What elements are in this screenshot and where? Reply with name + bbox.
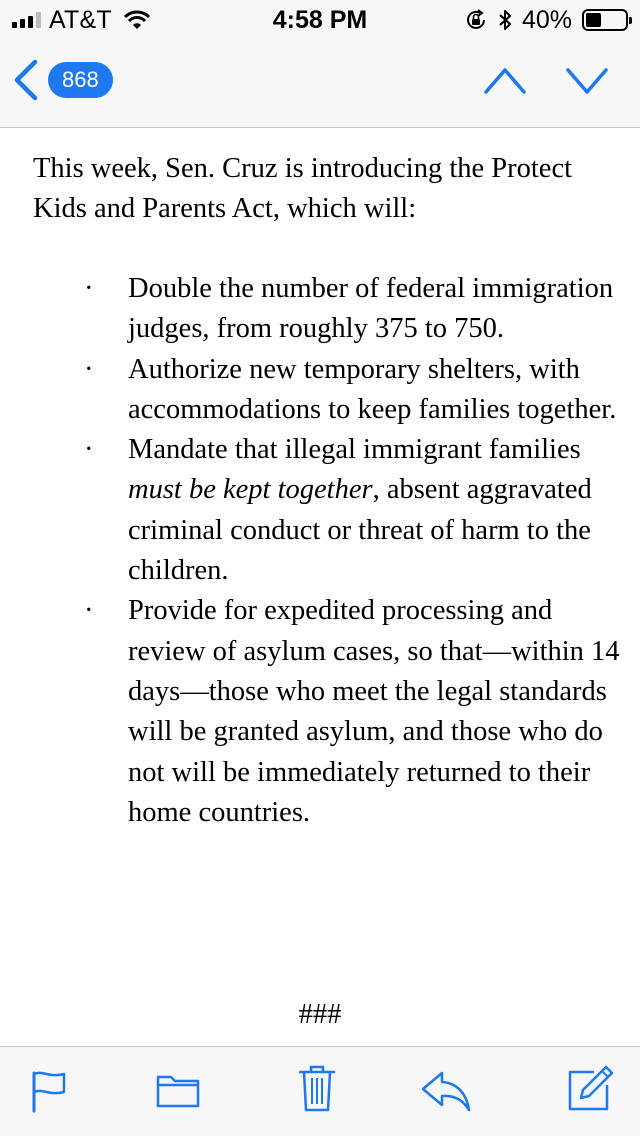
battery-icon <box>582 9 628 31</box>
list-item <box>0 350 640 431</box>
list-item <box>0 591 640 833</box>
next-message-icon[interactable] <box>566 64 608 96</box>
bullet-text-end: , absent aggravated criminal conduct or threat of harm to the children. <box>128 474 592 587</box>
bullet-dot: · <box>84 273 94 304</box>
intro-paragraph: This week, Sen. Cruz is introducing the Protect Kids and Parents Act, which will: <box>33 153 573 225</box>
back-chevron-icon <box>12 58 40 102</box>
previous-message-icon[interactable] <box>484 64 526 96</box>
bullet-dot: · <box>84 434 94 466</box>
unread-count-badge: 868 <box>48 62 113 98</box>
bullet-text: Authorize new temporary shelters, with accommodations to keep families together. <box>128 353 617 425</box>
status-right <box>464 6 628 34</box>
bullet-dot: · <box>84 353 94 385</box>
folder-icon[interactable] <box>155 1069 201 1109</box>
status-time: 4:58 PM <box>272 6 368 34</box>
bullet-dot: · <box>84 595 94 627</box>
list-item <box>0 430 640 591</box>
carrier-name: AT&T <box>49 5 112 34</box>
message-nav-bar <box>0 40 640 128</box>
reply-icon[interactable] <box>420 1069 472 1113</box>
end-mark: ### <box>298 999 342 1030</box>
bottom-toolbar <box>0 1046 640 1136</box>
bluetooth-icon <box>498 8 512 32</box>
list-item <box>0 269 640 350</box>
battery-percent: 40% <box>521 5 572 34</box>
flag-icon[interactable] <box>30 1069 70 1113</box>
bullet-text: Provide for expedited processing and review of asylum cases, so that—within 14 days—those who meet the legal standards will be granted asylum, and those who do not will be immediately returned to their home countries. <box>128 595 620 828</box>
bullet-text: Double the number of federal immigration judges, from roughly 375 to 750. <box>128 273 614 345</box>
compose-icon[interactable] <box>566 1063 616 1113</box>
emphasized-text: must be kept together <box>128 474 373 506</box>
orientation-lock-icon <box>464 8 488 32</box>
message-body <box>0 128 640 1046</box>
back-button[interactable] <box>12 58 113 102</box>
status-bar <box>0 0 640 40</box>
bullet-text-start: Mandate that illegal immigrant families <box>128 434 581 466</box>
trash-icon[interactable] <box>297 1063 337 1113</box>
bullet-list <box>0 269 640 833</box>
battery-level <box>586 13 601 27</box>
